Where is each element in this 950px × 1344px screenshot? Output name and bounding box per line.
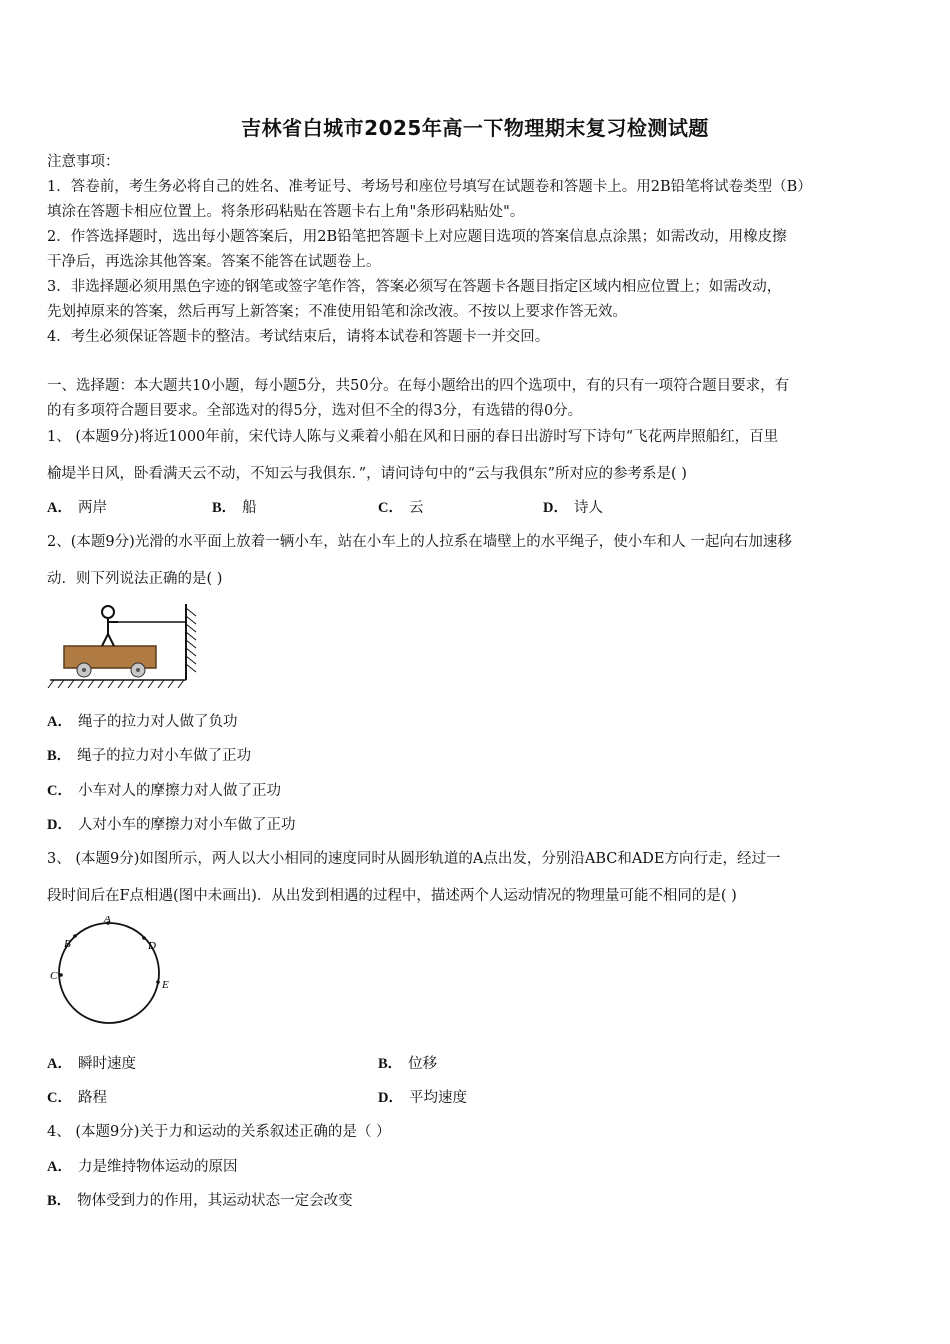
q4-line-1: 4、 (本题9分)关于力和运动的关系叙述正确的是（ ） <box>47 1124 391 1140</box>
notice-line-2: 填涂在答题卡相应位置上。将条形码粘贴在答题卡右上角"条形码粘贴处"。 <box>47 204 525 220</box>
option-text: 人对小车的摩擦力对小车做了正功 <box>77 817 296 833</box>
option-text: 位移 <box>408 1056 438 1072</box>
option-label: A． <box>47 500 72 516</box>
notice-line-1: 1．答卷前，考生务必将自己的姓名、准考证号、考场号和座位号填写在试题卷和答题卡上。用2B铅笔将试卷类型（B） <box>47 179 812 195</box>
q1-option-c <box>378 498 423 518</box>
option-label: B． <box>212 500 237 516</box>
option-label: C． <box>47 783 72 799</box>
section-line-2: 的有多项符合题目要求。全部选对的得5分，选对但不全的得3分，有选错的得0分。 <box>47 403 583 419</box>
option-text: 小车对人的摩擦力对人做了正功 <box>77 783 281 799</box>
option-label: A． <box>47 714 72 730</box>
option-text: 诗人 <box>573 500 603 516</box>
q3-line-2: 段时间后在F点相遇(图中未画出)．从出发到相遇的过程中，描述两个人运动情况的物理量可能不相同的是( ) <box>47 888 737 904</box>
option-label: A． <box>47 1056 72 1072</box>
point-b <box>73 934 77 938</box>
option-text: 平均速度 <box>408 1090 467 1106</box>
option-text: 绳子的拉力对小车做了正功 <box>77 748 252 764</box>
option-label: A． <box>47 1159 72 1175</box>
label-d: D <box>148 940 156 952</box>
q1-line-2: 榆堤半日风，卧看满天云不动，不知云与我俱东．”，请问诗句中的“云与我俱东”所对应的参考系是( ) <box>47 466 687 482</box>
page-title: 吉林省白城市2025年高一下物理期末复习检测试题 <box>241 116 709 140</box>
option-label: B． <box>378 1056 403 1072</box>
option-text: 路程 <box>77 1090 107 1106</box>
q2-option-a <box>47 712 237 732</box>
option-label: C． <box>378 500 403 516</box>
option-label: B． <box>47 1193 72 1209</box>
label-c: C <box>50 970 58 982</box>
notice-line-7: 4．考生必须保证答题卡的整洁。考试结束后，请将本试卷和答题卡一并交回。 <box>47 329 550 345</box>
q2-option-d <box>47 815 295 835</box>
notice-heading: 注意事项： <box>47 154 120 170</box>
q2-option-b <box>47 746 251 766</box>
option-text: 船 <box>242 500 257 516</box>
point-e <box>156 980 160 984</box>
q1-line-1: 1、 (本题9分)将近1000年前，宋代诗人陈与义乘着小船在风和日丽的春日出游时写下诗句“飞花两岸照船红，百里 <box>47 429 779 445</box>
option-label: B． <box>47 748 72 764</box>
q3-option-d <box>378 1088 467 1108</box>
point-d <box>142 936 146 940</box>
circle-track-figure <box>46 916 186 1038</box>
option-label: C． <box>47 1090 72 1106</box>
q2-line-1: 2、(本题9分)光滑的水平面上放着一辆小车，站在小车上的人拉系在墙壁上的水平绳子，使小车和人 一起向右加速移 <box>47 534 792 550</box>
q3-option-a <box>47 1054 136 1074</box>
q4-option-b <box>47 1191 353 1211</box>
wheel-hub <box>136 668 140 672</box>
option-text: 云 <box>408 500 424 516</box>
wheel-hub <box>82 668 86 672</box>
notice-line-3: 2．作答选择题时，选出每小题答案后，用2B铅笔把答题卡上对应题目选项的答案信息点涂黑；如需改动，用橡皮擦 <box>47 229 787 245</box>
option-text: 物体受到力的作用，其运动状态一定会改变 <box>77 1193 353 1209</box>
label-b: B <box>64 938 71 950</box>
option-text: 瞬时速度 <box>77 1056 136 1072</box>
notice-line-5: 3．非选择题必须用黑色字迹的钢笔或签字笔作答，答案必须写在答题卡各题目指定区域内相应位置上；如需改动， <box>47 279 782 295</box>
q2-line-2: 动．则下列说法正确的是( ) <box>47 571 223 587</box>
label-a: A <box>104 916 111 925</box>
option-label: D． <box>47 817 72 833</box>
cart-wall-figure <box>46 600 206 690</box>
q1-option-b <box>212 498 257 518</box>
notice-line-4: 干净后，再选涂其他答案。答案不能答在试题卷上。 <box>47 254 381 270</box>
q2-option-c <box>47 781 281 801</box>
label-e: E <box>162 979 169 991</box>
q3-option-c <box>47 1088 107 1108</box>
option-label: D． <box>543 500 568 516</box>
option-text: 两岸 <box>77 500 107 516</box>
person-figure <box>102 606 118 646</box>
q3-line-1: 3、 (本题9分)如图所示，两人以大小相同的速度同时从圆形轨道的A点出发，分别沿ABC和ADE方向行走，经过一 <box>47 851 781 867</box>
point-c <box>59 973 63 977</box>
ground-hatch <box>48 680 184 688</box>
section-line-1: 一、选择题：本大题共10小题，每小题5分，共50分。在每小题给出的四个选项中，有的只有一项符合题目要求，有 <box>47 378 790 394</box>
notice-line-6: 先划掉原来的答案，然后再写上新答案；不准使用铅笔和涂改液。不按以上要求作答无效。 <box>47 304 627 320</box>
q4-option-a <box>47 1157 237 1177</box>
q1-option-d <box>543 498 603 518</box>
option-text: 绳子的拉力对人做了负功 <box>77 714 238 730</box>
q1-option-a <box>47 498 107 518</box>
q3-option-b <box>378 1054 437 1074</box>
option-label: D． <box>378 1090 403 1106</box>
wall-hatch <box>186 608 196 672</box>
option-text: 力是维持物体运动的原因 <box>77 1159 238 1175</box>
